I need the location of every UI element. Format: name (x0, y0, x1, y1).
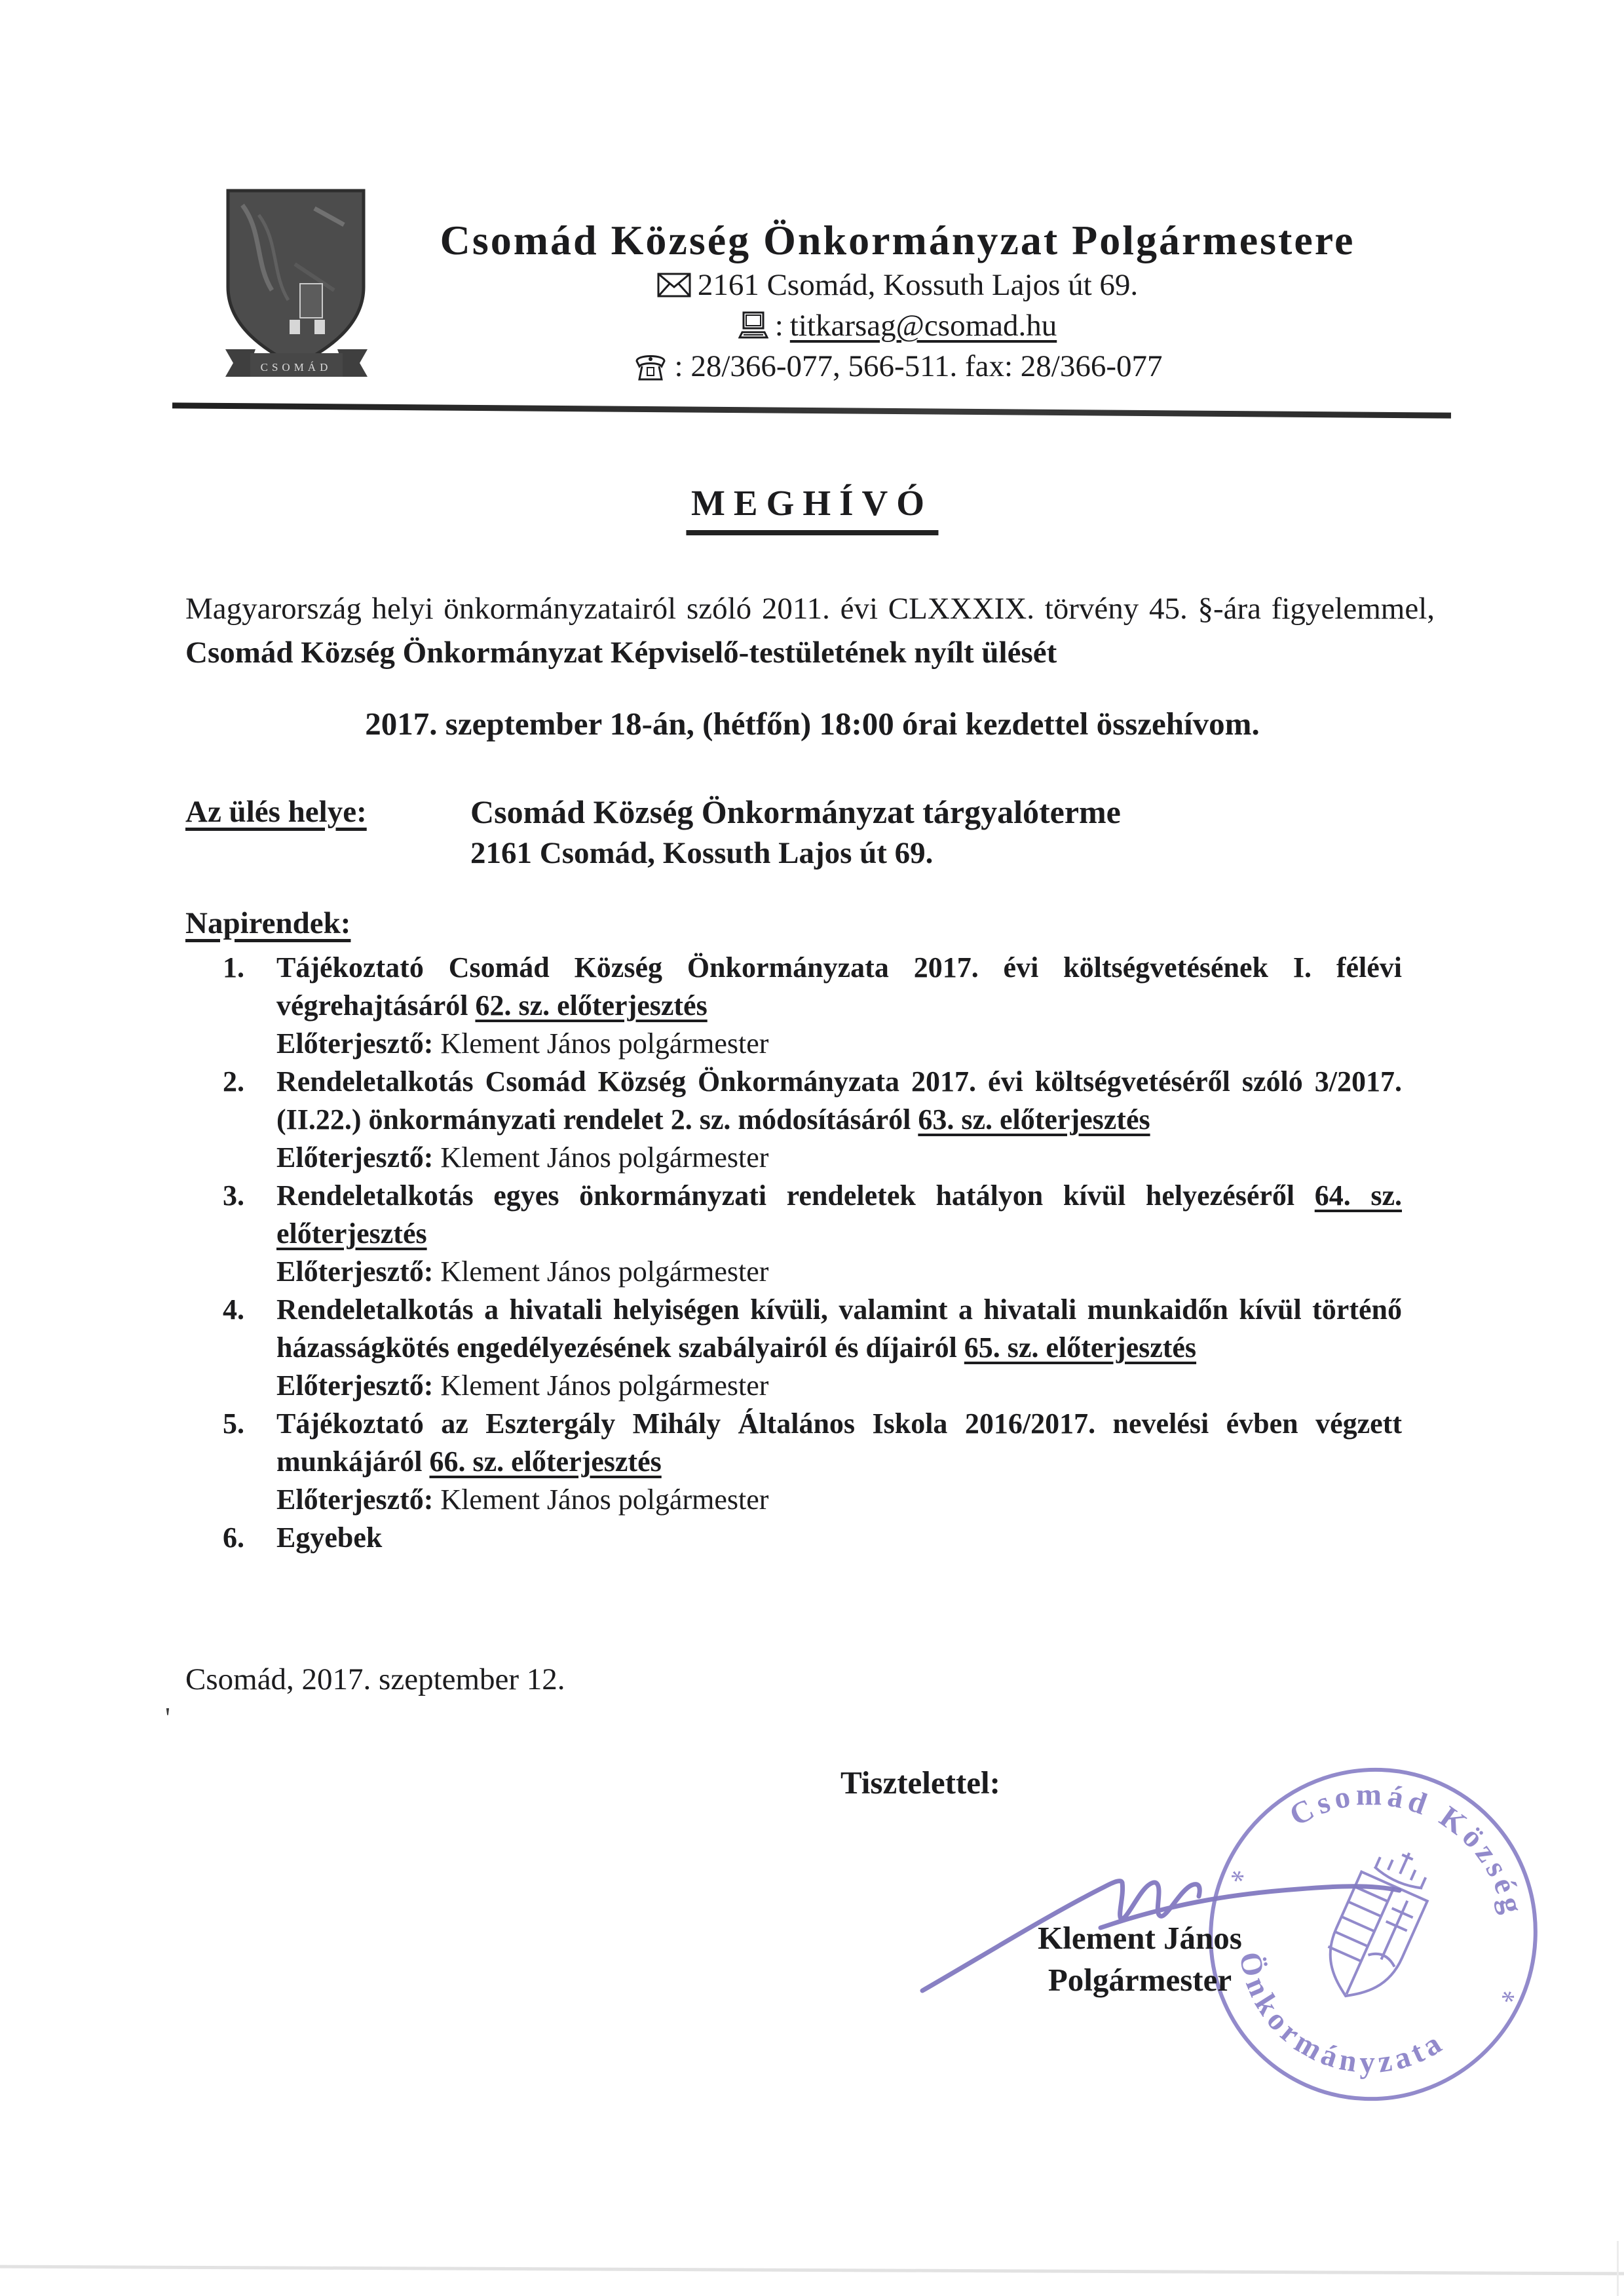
stamp-star-right: * (1493, 1983, 1520, 2018)
agenda-item-4: 4. Rendeletalkotás a hivatali helyiségen kívüli, valamint a hivatali munkaidőn kívül történő házasságkötés engedélyezésének szabályairól és díjairól 65. sz. előterjesztés Előterjesztő: Klement János polgármester (223, 1291, 1402, 1405)
agenda-heading: Napirendek: (185, 906, 351, 940)
signature-block (983, 1917, 1297, 2001)
proposal-ref: 66. sz. előterjesztés (429, 1445, 662, 1478)
letterhead-email-line (367, 305, 1428, 346)
letterhead-title: Csomád Község Önkormányzat Polgármestere (440, 217, 1355, 263)
signer-title: Polgármester (1048, 1962, 1232, 1998)
proposal-ref: 63. sz. előterjesztés (918, 1103, 1150, 1136)
location-address: 2161 Csomád, Kossuth Lajos út 69. (470, 836, 934, 870)
letterhead-email: titkarsag@csomad.hu (789, 309, 1057, 343)
document-date-line: Csomád, 2017. szeptember 12. (185, 1662, 565, 1696)
proposal-ref: 65. sz. előterjesztés (964, 1331, 1197, 1364)
location-value (470, 792, 1437, 874)
meeting-datetime-line: 2017. szeptember 18-án, (hétfőn) 18:00 órai kezdettel összehívom. (365, 706, 1260, 742)
computer-icon (738, 311, 768, 340)
scan-artifact-line (0, 2265, 1624, 2276)
email-colon: : (774, 309, 784, 343)
agenda-item-1: 1. Tájékoztató Csomád Község Önkormányzata 2017. évi költségvetésének I. félévi végrehajtásáról 62. sz. előterjesztés Előterjesztő: Klement János polgármester (223, 949, 1402, 1063)
scan-stray-mark: ' (165, 1702, 170, 1734)
location-label: Az ülés helye: (185, 795, 367, 829)
letterhead-phone-line (367, 346, 1428, 387)
intro-regular-text: Magyarország helyi önkormányzatairól szóló 2011. évi CLXXXIX. törvény 45. §-ára figyelemmel, (185, 592, 1435, 626)
letterhead-address-line (367, 265, 1428, 305)
stamp-arc-bottom-text: Önkormányzata (1232, 1949, 1452, 2080)
envelope-icon (657, 273, 691, 297)
proposal-ref: 62. sz. előterjesztés (475, 989, 708, 1022)
municipality-coat-of-arms-logo (216, 185, 377, 377)
presenter-line: Előterjesztő: Klement János polgármester (276, 1255, 769, 1288)
agenda-list (223, 949, 1402, 1557)
presenter-line: Előterjesztő: Klement János polgármester (276, 1483, 769, 1516)
presenter-line: Előterjesztő: Klement János polgármester (276, 1369, 769, 1402)
meeting-location-block (185, 792, 1437, 874)
signer-name: Klement János (1038, 1920, 1242, 1956)
letterhead (367, 216, 1428, 387)
stamp-star-left: * (1222, 1862, 1249, 1898)
intro-bold-text: Csomád Község Önkormányzat Képviselő-testületének nyílt ülését (185, 636, 1057, 670)
scan-artifact-edge (1617, 2241, 1619, 2296)
agenda-item-2: 2. Rendeletalkotás Csomád Község Önkormányzata 2017. évi költségvetéséről szóló 3/2017.(II.22.) önkormányzati rendelet 2. sz. módosításáról 63. sz. előterjesztés Előterjesztő: Klement János polgármester (223, 1063, 1402, 1177)
stamp-arc-top-text: Csomád Község (1284, 1778, 1531, 1921)
document-title: MEGHÍVÓ (686, 482, 938, 535)
proposal-ref: 64. sz. előterjesztés (276, 1179, 1403, 1250)
agenda-item-3: 3. Rendeletalkotás egyes önkormányzati rendeletek hatályon kívül helyezéséről 64. sz. előterjesztés Előterjesztő: Klement János polgármester (223, 1177, 1402, 1291)
letterhead-phone: : 28/366-077, 566-511. fax: 28/366-077 (674, 349, 1163, 383)
ribbon-text: CSOMÁD (260, 361, 332, 373)
agenda-item-5: 5. Tájékoztató az Esztergály Mihály Általános Iskola 2016/2017. nevelési évben végzett munkájáról 66. sz. előterjesztés Előterjesztő: Klement János polgármester (223, 1405, 1402, 1519)
presenter-line: Előterjesztő: Klement János polgármester (276, 1141, 769, 1174)
telephone-icon (633, 351, 668, 382)
agenda-item-6: 6. Egyebek (223, 1521, 383, 1554)
closing-salutation: Tisztelettel: (840, 1765, 1000, 1801)
letterhead-address: 2161 Csomád, Kossuth Lajos út 69. (697, 268, 1139, 302)
presenter-line: Előterjesztő: Klement János polgármester (276, 1027, 769, 1060)
header-divider-rule (172, 402, 1451, 418)
location-name: Csomád Község Önkormányzat tárgyalóterme (470, 794, 1121, 830)
intro-paragraph (185, 587, 1435, 675)
